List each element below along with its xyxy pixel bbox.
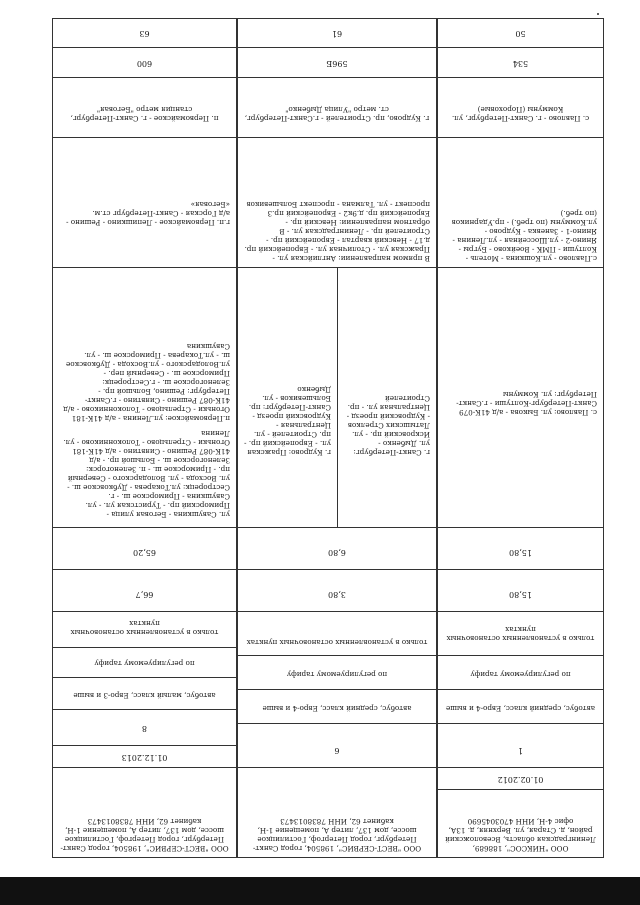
- route-name-text: с. Павлово - г. Санкт-Петербург, ул. Коммуны (Пороховые): [451, 105, 590, 123]
- cell-reg-no: [438, 48, 603, 78]
- carrier-text: ООО "ВЕСТ-СЕРВИС", 198504, город Санкт-Петербург, город Петергоф, Гостилицкое шоссе, дом 137, литер А, помещение 1-Н, кабинет 62, ИНН 7838013473: [252, 817, 422, 853]
- path-both-text: с. Павлово: ул. Быкова - а/д 41К-079 Санкт-Петербург-Колтуши - г.Санкт-Петербург: ул. Коммуны: [456, 390, 597, 417]
- length-forward-text: 6,80: [328, 548, 346, 557]
- cell-path-forward: [438, 138, 603, 268]
- cell-route-name: [53, 78, 236, 138]
- length-back-text: 3,80: [328, 590, 346, 599]
- cell-stops: [438, 612, 603, 656]
- cell-carrier: [238, 768, 436, 858]
- cell-route-name: [438, 78, 603, 138]
- cell-tariff: [53, 648, 236, 678]
- path-forward-text: В прямом направлении: Английская ул. - Пражская ул. - Столичная ул. - Европейский пр. д.17 - Невский квартал - Европейский пр. - Строителей пр. - Ленинградская ул. - В обратном направлении: Невский пр. - Европейский пр. д.9к2 - Европейский пр.3 проспект - ул. Талмана - проспект Большевиков: [244, 200, 430, 263]
- cell-reg-no: [238, 48, 436, 78]
- cell-date: [53, 746, 236, 768]
- cell-length-back: [438, 570, 603, 612]
- cell-route-no: [53, 18, 236, 48]
- scan-speck: [597, 13, 599, 15]
- path-extra-text: ул. Савушкина - Беговая улица - Приморский пр. - Туристская ул. - ул. Савушкина - Приморское ш. - г. Сестрорецк: ул.Токарева - Дубковское ш. - ул. Восхода - ул. Володарского - Северный пр. - Приморское ш. - п. Зеленогорск: Зеленогорское ш. - Большой пр. - а/д 41К-087 Решино - Сиявтино - а/д 41К-181 Огоньки - Стрельцово - Толоконниково - ул. Ленина: [63, 429, 230, 519]
- cell-count: [438, 724, 603, 768]
- table-row: [237, 18, 437, 858]
- carrier-text: ООО "ВЕСТ-СЕРВИС", 198504, город Санкт-Петербург, город Петергоф, Гостилицкое шоссе, дом 137, литер А, помещение 1-Н, кабинет 62, ИНН 7838013473: [60, 817, 229, 853]
- path-extra-text: г. Санкт-Петербург: ул. Дыбенко - Искровский пр. - ул. Латышских Стрелков - Кудровский проезд - Центральная ул. - пр. Строителей: [346, 394, 430, 457]
- cell-paths: [53, 268, 236, 528]
- cell-reg-no: [53, 48, 236, 78]
- cell-date: [438, 768, 603, 790]
- tariff-text: по регулируемому тарифу: [286, 670, 388, 679]
- stops-text: только в установленных остановочных пунктах: [70, 619, 219, 637]
- reg-no-text: 534: [512, 59, 529, 68]
- length-back-text: 66,7: [135, 590, 154, 599]
- cell-tariff: [438, 656, 603, 690]
- route-no-text: 61: [331, 29, 343, 38]
- route-no-text: 63: [139, 29, 150, 38]
- cell-carrier: [438, 790, 603, 858]
- table-row: [52, 18, 237, 858]
- route-registry-table: [52, 18, 604, 858]
- cell-length-forward: [238, 528, 436, 570]
- cell-path-forward: [53, 138, 236, 268]
- path-both-text: п.Первомайское: ул.Ленина - а/д 41К-181 Огоньки - Стрельцово - Толоконниково - а/д 41К-087 Решино - Сиявтино - г.Санкт-Петербург: Решино, Большой пр. - Зеленогорское ш. - г.Сестрорецк: Приморское ш. - Северный пер. - ул.Володарского - ул.Восхода - Дубковское ш. - ул.Токарева - Приморское ш. - ул. Савушкина: [63, 342, 230, 423]
- tariff-text: по регулируемому тарифу: [94, 659, 195, 668]
- count-text: 6: [334, 746, 340, 755]
- route-name-text: п. Первомайское - г. Санкт-Петербург, станция метро "Беговая": [70, 105, 219, 123]
- length-forward-text: 65,20: [133, 548, 156, 557]
- cell-stops: [238, 612, 436, 656]
- count-text: 8: [141, 724, 148, 733]
- cell-length-back: [53, 570, 236, 612]
- date-text: 01.02.2012: [497, 775, 544, 784]
- vehicles-text: автобус, средний класс, Евро-4 и выше: [446, 704, 595, 713]
- path-forward-text: г.п. Первомайское - Лепишкино - Решино - а/д Горская - Санкт-Петербург ст.м. «Беговая»: [66, 200, 230, 227]
- path-both-text: г. Кудрово: Пражская ул. - Европейский пр. - пр. Строителей - ул. Центральная - Кудровский проезд - Санкт-Петербург: пр. Большевиков - ул. Дыбенко: [244, 385, 331, 457]
- cell-carrier: [53, 768, 236, 858]
- route-name-text: г. Кудрово, пр. Строителей - г.Санкт-Петербург, ст. метро "Улица Дыбенко": [244, 105, 430, 123]
- cell-length-forward: [53, 528, 236, 570]
- cell-count: [53, 710, 236, 746]
- stops-text: только в установленных остановочных пунктах: [446, 625, 595, 643]
- cell-paths: [238, 268, 436, 528]
- carrier-text: ООО "НИКСОС", 188689, Ленинградская область, Всеволожский район, д. Старая, ул. Верхняя, д. 13А, офис 4-Н, ИНН 4703045690: [445, 817, 596, 853]
- scan-bottom-edge: [0, 877, 640, 905]
- table-row: [437, 18, 604, 858]
- vehicles-text: автобус, средний класс, Евро-4 и выше: [262, 704, 412, 713]
- vehicles-text: автобус, малый класс, Евро-3 и выше: [73, 691, 216, 700]
- cell-tariff: [238, 656, 436, 690]
- route-no-text: 50: [515, 29, 526, 38]
- path-extra-block: [337, 268, 436, 527]
- reg-no-text: 600: [136, 59, 153, 68]
- cell-route-name: [238, 78, 436, 138]
- length-forward-text: 15,80: [509, 548, 532, 557]
- cell-count: [238, 724, 436, 768]
- path-both-block: [238, 268, 337, 527]
- count-text: 1: [517, 746, 524, 755]
- stops-text: только в установленных остановочных пунктах: [246, 638, 428, 647]
- cell-length-back: [238, 570, 436, 612]
- date-text: 01.12.2013: [121, 753, 168, 762]
- cell-path-both: [438, 268, 603, 528]
- path-forward-text: с.Павлово - ул.Кошкина - Мотель - Колтуши - ПМК - Воейково - Бугры - Янино-2 - ул.Шоссейная - ул.Ленина - Янино-1 - Заневка - Кудрово - ул.Коммуны (по треб.) - пр.Ударников (по треб.): [451, 209, 597, 263]
- cell-route-no: [438, 18, 603, 48]
- cell-route-no: [238, 18, 436, 48]
- cell-stops: [53, 612, 236, 648]
- cell-vehicles: [53, 678, 236, 710]
- tariff-text: по регулируемому тарифу: [470, 670, 571, 679]
- cell-vehicles: [438, 690, 603, 724]
- length-back-text: 15,80: [509, 590, 532, 599]
- cell-vehicles: [238, 690, 436, 724]
- cell-length-forward: [438, 528, 603, 570]
- cell-path-forward: [238, 138, 436, 268]
- reg-no-text: 596Б: [326, 59, 348, 68]
